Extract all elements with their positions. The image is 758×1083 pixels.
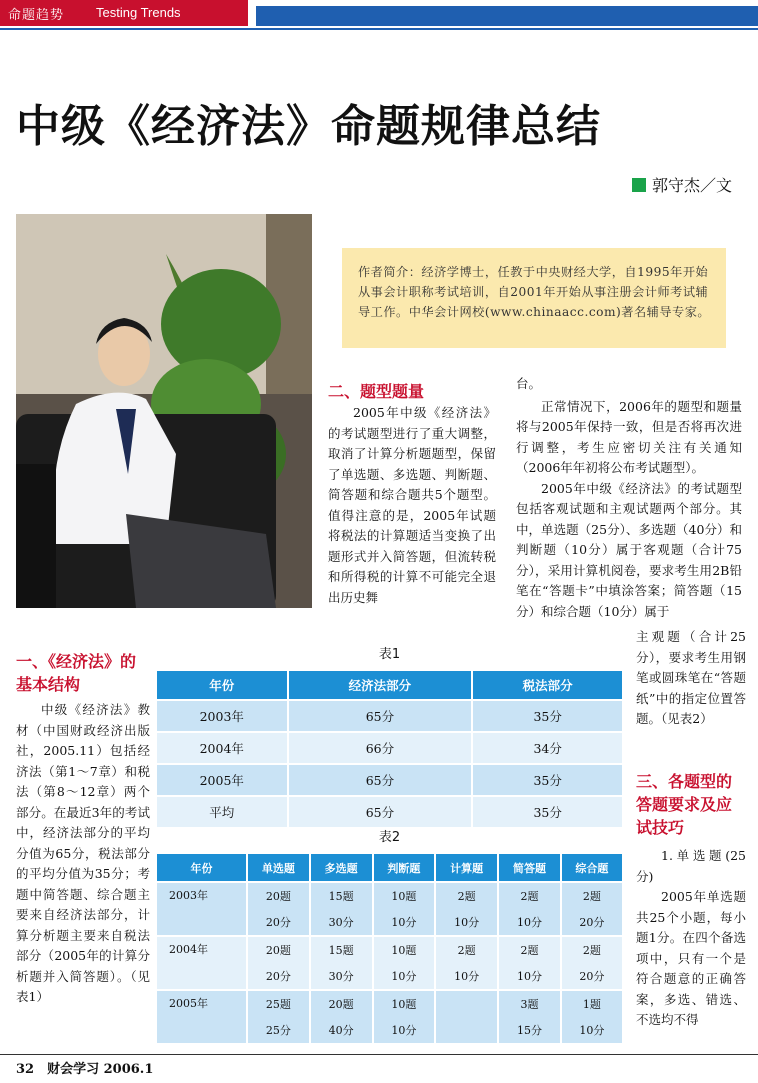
- table1-header-cell: 经济法部分: [288, 671, 473, 700]
- table2-cell: 10分: [373, 963, 436, 990]
- table2-cell: 10题: [373, 936, 436, 963]
- table2-cell: [435, 990, 498, 1017]
- table2: [157, 854, 622, 1043]
- table2-year-cell: 2005年: [157, 990, 247, 1043]
- table1-cell: 34分: [472, 732, 622, 764]
- table1-body: [157, 700, 622, 827]
- table1-caption: 表1: [378, 647, 401, 662]
- header-section-cn: 命题趋势: [8, 8, 65, 23]
- section2-paragraph1: 2005年中级《经济法》的考试题型进行了重大调整，取消了计算分析题题型，保留了单选题、多选题、判断题、简答题和综合题共5个题型。值得注意的是，2005年试题将税法的计算题适当变换了出题形式并入简答题，但流转税和所得税的计算不可能完全退出历史舞: [328, 405, 496, 605]
- table2-cell: 30分: [310, 909, 373, 936]
- table1-row: [157, 700, 622, 732]
- table2-cell: 2题: [498, 936, 561, 963]
- table2-cell: 30分: [310, 963, 373, 990]
- table2-cell: 10分: [373, 1017, 436, 1043]
- table2-header-cell: 简答题: [498, 854, 561, 882]
- page-footer: 32 财会学习 2006.1: [16, 1062, 154, 1077]
- column-right-narrow: [636, 627, 746, 730]
- table2-cell: 20分: [247, 963, 310, 990]
- table1: [157, 671, 622, 827]
- table2-year-cell: 2004年: [157, 936, 247, 990]
- footer-rule: [0, 1054, 758, 1055]
- table2-cell: 2题: [435, 882, 498, 909]
- section3-sub1: 1.单选题(25分): [636, 848, 746, 884]
- table1-cell: 66分: [288, 732, 473, 764]
- table2-header-cell: 多选题: [310, 854, 373, 882]
- table2-cell: 2题: [498, 882, 561, 909]
- table2-cell: 20题: [247, 882, 310, 909]
- table2-cell: 2题: [435, 936, 498, 963]
- table1-header-row: [157, 671, 622, 700]
- table2-cell: 20分: [561, 963, 622, 990]
- table2-cell: 15题: [310, 936, 373, 963]
- header-section-en: Testing Trends: [96, 5, 181, 20]
- table2-cell: 1题: [561, 990, 622, 1017]
- table2-cell: 10分: [498, 909, 561, 936]
- table2-cell: 20分: [561, 909, 622, 936]
- table2-cell: 2题: [561, 936, 622, 963]
- table2-header-cell: 计算题: [435, 854, 498, 882]
- header-rule: [0, 28, 758, 30]
- table2-cell: 40分: [310, 1017, 373, 1043]
- table1-cell: 65分: [288, 764, 473, 796]
- table1-row: [157, 796, 622, 827]
- table2-header-cell: 综合题: [561, 854, 622, 882]
- table2-row: [157, 936, 622, 963]
- author-bio-box: 作者简介：经济学博士，任教于中央财经大学，自1995年开始从事会计职称考试培训，自2001年开始从事注册会计师考试辅导工作。中华会计网校(www.chinaacc.com)著名辅导专家。: [342, 248, 726, 348]
- article-title: 中级《经济法》命题规律总结: [16, 101, 601, 152]
- section2-paragraph3b: 主观题（合计25分），要求考生用钢笔或圆珠笔在“答题纸”中的指定位置答题。（见表2）: [636, 629, 746, 726]
- section2-paragraph2: 正常情况下，2006年的题型和题量将与2005年保持一致，但是否将再次进行调整，考生应密切关注有关通知（2006年年初将公布考试题型）。: [516, 398, 742, 475]
- table2-cell: 20题: [310, 990, 373, 1017]
- section2-paragraph3a: 2005年中级《经济法》的考试题型包括客观试题和主观试题两个部分。其中，单选题（25分）、多选题（40分）和判断题（10分）属于客观题（合计75分），采用计算机阅卷，要求考生用2B铅笔在“答题卡”中填涂答案；简答题（15分）和综合题（10分）属于: [516, 480, 742, 619]
- table2-cell: 10分: [435, 963, 498, 990]
- section1-title: 一、《经济法》的基本结构: [16, 652, 137, 694]
- table2-row: [157, 990, 622, 1017]
- author-photo: [16, 214, 312, 608]
- table1-cell: 35分: [472, 764, 622, 796]
- column-right: [516, 374, 742, 622]
- column-middle: [328, 380, 496, 608]
- table1-row: [157, 732, 622, 764]
- table1-row: [157, 764, 622, 796]
- table1-cell: 平均: [157, 796, 288, 827]
- table2-cell: 20题: [247, 936, 310, 963]
- section3-heading: [636, 770, 746, 839]
- table2-cell: 2题: [561, 882, 622, 909]
- table2-header-cell: 年份: [157, 854, 247, 882]
- table2-cell: 10分: [498, 963, 561, 990]
- column-right-lower: [636, 846, 746, 1031]
- table2-cell: 15题: [310, 882, 373, 909]
- column-left: [16, 650, 150, 1008]
- table2-cell: 10分: [373, 909, 436, 936]
- table2-year-cell: 2003年: [157, 882, 247, 936]
- table1-cell: 2003年: [157, 700, 288, 732]
- table2-body: [157, 882, 622, 1043]
- table2-cell: 20分: [247, 909, 310, 936]
- table2-header-row: [157, 854, 622, 882]
- table1-header-cell: 税法部分: [472, 671, 622, 700]
- author-marker-icon: [632, 178, 646, 192]
- table2-cell: 10分: [561, 1017, 622, 1043]
- table2-cell: 15分: [498, 1017, 561, 1043]
- table2-caption: 表2: [378, 830, 401, 845]
- section2-title: 二、题型题量: [328, 382, 425, 401]
- table2-cell: [435, 1017, 498, 1043]
- table2-header-cell: 判断题: [373, 854, 436, 882]
- header-blue-band: [256, 6, 758, 26]
- section3-paragraph1: 2005年单选题共25个小题，每小题1分。在四个备选项中，只有一个是符合题意的正确答案，多选、错选、不选均不得: [636, 889, 746, 1027]
- table1-header-cell: 年份: [157, 671, 288, 700]
- table1-cell: 35分: [472, 700, 622, 732]
- table2-cell: 3题: [498, 990, 561, 1017]
- table1-cell: 2005年: [157, 764, 288, 796]
- table1-cell: 65分: [288, 700, 473, 732]
- table2-header-cell: 单选题: [247, 854, 310, 882]
- author-byline: 郭守杰／文: [652, 176, 733, 195]
- table2-cell: 10题: [373, 882, 436, 909]
- table2-cell: 25分: [247, 1017, 310, 1043]
- table1-cell: 35分: [472, 796, 622, 827]
- table2-cell: 10题: [373, 990, 436, 1017]
- table2-cell: 25题: [247, 990, 310, 1017]
- table2-cell: 10分: [435, 909, 498, 936]
- table2-row: [157, 882, 622, 909]
- table1-cell: 65分: [288, 796, 473, 827]
- section3-title: 三、各题型的答题要求及应试技巧: [636, 772, 733, 837]
- section1-paragraph: 中级《经济法》教材（中国财政经济出版社，2005.11）包括经济法（第1～7章）和税法（第8～12章）两个部分。在最近3年的考试中，经济法部分的平均分值为65分，税法部分的平均分值为35分；考题中简答题、综合题主要来自经济法部分，计算分析题主要来自税法部分（2005年的计算分析题并入简答题）。（见表1）: [16, 702, 150, 1004]
- table1-cell: 2004年: [157, 732, 288, 764]
- section2-paragraph1-end: 台。: [516, 376, 542, 391]
